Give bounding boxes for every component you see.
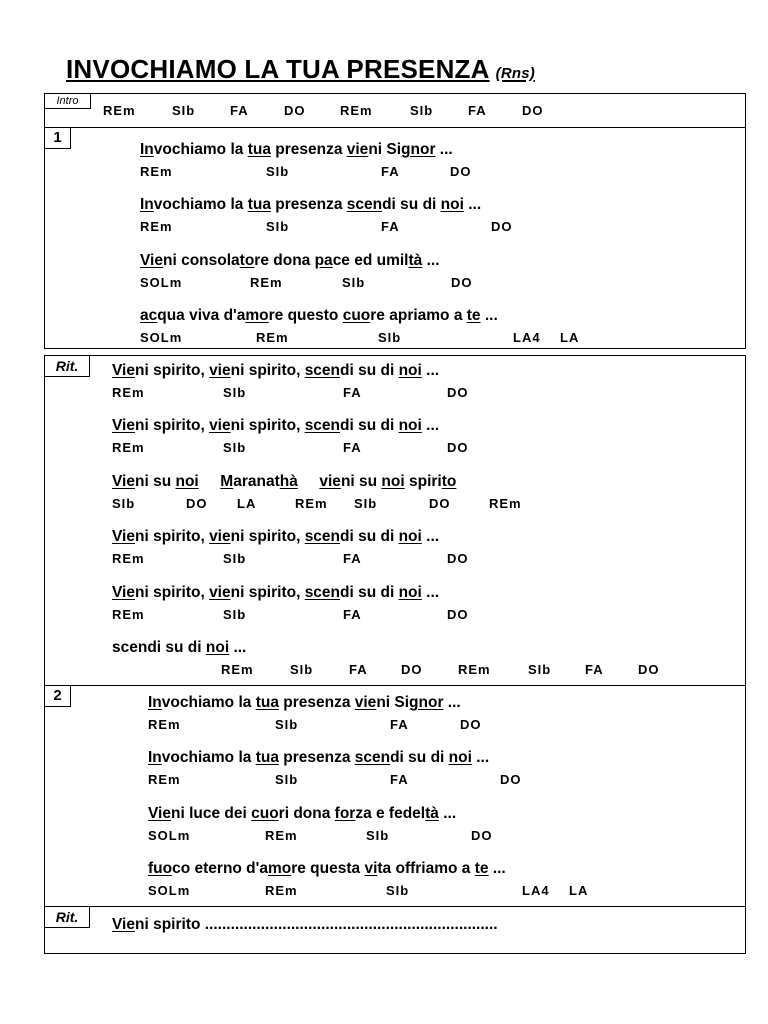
ritornello-lyric-line [112, 584, 439, 602]
ritornello-chord: REm [112, 440, 145, 455]
lyric-fragment: Vie [112, 362, 135, 379]
final-rit-lyric-line [112, 916, 498, 934]
lyric-fragment: ni spirito, [230, 362, 305, 379]
verse1-chord: REm [250, 275, 283, 290]
lyric-fragment: di su di [340, 362, 399, 379]
lyric-fragment: ... [229, 639, 247, 656]
verse1-lyric-line [140, 196, 481, 214]
lyric-fragment: vie [319, 473, 341, 490]
ritornello-chord: FA [343, 607, 362, 622]
lyric-fragment: tà [408, 252, 423, 269]
lyric-fragment: to [441, 473, 457, 490]
lyric-fragment: presenza [270, 141, 347, 158]
lyric-fragment: tua [247, 196, 271, 213]
verse2-chord: SOLm [148, 883, 191, 898]
lyric-fragment: ... [480, 307, 498, 324]
intro-chord: DO [522, 103, 544, 118]
lyric-fragment: Vie [148, 805, 171, 822]
lyric-fragment: tà [425, 805, 439, 822]
verse1-chord: LA [560, 330, 580, 345]
ritornello-chord: REm [112, 551, 145, 566]
ritornello-chord: SIb [223, 385, 247, 400]
lyric-fragment: ni su [340, 473, 382, 490]
ritornello-chord: SIb [223, 440, 247, 455]
lyric-fragment: hà [279, 473, 298, 490]
verse1-label: 1 [44, 127, 71, 149]
lyric-fragment: In [148, 694, 162, 711]
lyric-fragment: to [239, 252, 255, 269]
verse1-chord: SIb [342, 275, 366, 290]
lyric-fragment: mo [267, 860, 292, 877]
ritornello-chord: LA [237, 496, 257, 511]
lyric-fragment: ce ed umil [332, 252, 409, 269]
lyric-fragment: ... [443, 694, 461, 711]
lyric-fragment: ni spirito, [230, 417, 305, 434]
verse2-chord: SIb [275, 717, 299, 732]
lyric-fragment: ni spirito, [230, 584, 305, 601]
lyric-fragment: scen [304, 528, 341, 545]
ritornello-chord: DO [447, 551, 469, 566]
lyric-fragment: tua [247, 141, 271, 158]
lyric-fragment: vie [209, 417, 231, 434]
lyric-fragment: ni consola [163, 252, 240, 269]
lyric-fragment: te [474, 860, 489, 877]
ritornello-chord: SIb [223, 551, 247, 566]
lyric-fragment: ni Si [368, 141, 402, 158]
lyric-fragment: ... [488, 860, 506, 877]
lyric-fragment: re questa [291, 860, 365, 877]
lyric-fragment: vochiamo la [161, 694, 256, 711]
verse2-lyric-line [148, 860, 506, 878]
lyric-fragment: presenza [270, 196, 347, 213]
ritornello-lyric-line [112, 528, 439, 546]
verse1-chord: REm [256, 330, 289, 345]
lyric-fragment: vie [209, 362, 231, 379]
ritornello-chord: SIb [354, 496, 378, 511]
lyric-fragment: cuo [342, 307, 371, 324]
ritornello-chord: SIb [528, 662, 552, 677]
lyric-fragment: noi [175, 473, 199, 490]
lyric-fragment: In [140, 196, 154, 213]
ritornello-chord: FA [349, 662, 368, 677]
final-rit-label: Rit. [44, 906, 90, 928]
ritornello-lyric-line [112, 362, 439, 380]
lyric-fragment: re apriamo a [370, 307, 467, 324]
lyric-fragment: mo [245, 307, 269, 324]
lyric-fragment: noi [398, 417, 422, 434]
verse2-chord: REm [148, 772, 181, 787]
lyric-fragment: di su di [340, 528, 399, 545]
ritornello-chord: REm [112, 607, 145, 622]
lyric-fragment: In [148, 749, 162, 766]
intro-chord: FA [230, 103, 249, 118]
verse2-chord: REm [265, 883, 298, 898]
lyric-fragment: aranat [233, 473, 280, 490]
intro-chord: REm [103, 103, 136, 118]
ritornello-chord: SIb [223, 607, 247, 622]
lyric-fragment: noi [398, 362, 422, 379]
lyric-fragment: scen [346, 196, 383, 213]
lyric-fragment: tua [255, 694, 279, 711]
lyric-fragment: co eterno d'a [172, 860, 268, 877]
lyric-fragment [298, 473, 320, 490]
lyric-fragment: gnor [409, 694, 444, 711]
lyric-fragment: for [334, 805, 356, 822]
verse2-lyric-line [148, 749, 489, 767]
verse1-chord: FA [381, 219, 400, 234]
lyric-fragment: ... [435, 141, 453, 158]
lyric-fragment: noi [448, 749, 472, 766]
lyric-fragment: ... [471, 749, 490, 766]
verse1-lyric-line [140, 307, 498, 325]
lyric-fragment: ni spirito, [135, 528, 210, 545]
lyric-fragment: Vie [112, 916, 135, 933]
lyric-fragment: scendi su di [112, 639, 206, 656]
ritornello-chord: FA [343, 440, 362, 455]
ritornello-label: Rit. [44, 355, 90, 377]
lyric-fragment: ... [463, 196, 482, 213]
lyric-fragment: ta offriamo a [377, 860, 475, 877]
lyric-fragment: ... [421, 584, 440, 601]
verse2-lyric-line [148, 805, 456, 823]
ritornello-chord: DO [447, 385, 469, 400]
ritornello-chord: REm [221, 662, 254, 677]
lyric-fragment: vi [364, 860, 378, 877]
verse1-chord: DO [491, 219, 513, 234]
verse2-chord: SIb [366, 828, 390, 843]
ritornello-chord: DO [186, 496, 208, 511]
lyric-fragment: vochiamo la [153, 196, 248, 213]
lyric-fragment: re dona [254, 252, 315, 269]
lyric-fragment: di su di [382, 196, 441, 213]
lyric-fragment: ni spirito, [135, 417, 210, 434]
verse2-chord: LA4 [522, 883, 550, 898]
lyric-fragment: ni spirito, [230, 528, 305, 545]
verse2-chord: DO [500, 772, 522, 787]
lyric-fragment: ni Si [376, 694, 410, 711]
song-author: (Rns) [495, 65, 535, 82]
verse1-chord: DO [450, 164, 472, 179]
verse2-chord: DO [460, 717, 482, 732]
verse1-chord: REm [140, 164, 173, 179]
lyric-fragment: noi [205, 639, 230, 656]
lyric-fragment: scen [304, 362, 341, 379]
lyric-fragment: noi [398, 528, 422, 545]
lyric-fragment: Vie [112, 528, 135, 545]
ritornello-chord: DO [638, 662, 660, 677]
lyric-fragment: vie [209, 528, 231, 545]
verse1-chord: SIb [266, 164, 290, 179]
lyric-fragment: te [466, 307, 481, 324]
lyric-fragment: M [220, 473, 234, 490]
lyric-fragment: re questo [268, 307, 343, 324]
lyric-fragment: di su di [340, 584, 399, 601]
lyric-fragment: tua [255, 749, 279, 766]
intro-chord: FA [468, 103, 487, 118]
verse1-lyric-line [140, 141, 453, 159]
verse1-chord: FA [381, 164, 400, 179]
ritornello-lyric-line [112, 639, 246, 657]
ritornello-chord: DO [447, 607, 469, 622]
song-title: INVOCHIAMO LA TUA PRESENZA [66, 54, 490, 84]
verse2-lyric-line [148, 694, 461, 712]
lyric-fragment: cuo [251, 805, 279, 822]
verse1-chord: REm [140, 219, 173, 234]
lyric-fragment: Vie [112, 473, 135, 490]
lyric-fragment: fuo [148, 860, 173, 877]
lyric-fragment: noi [381, 473, 405, 490]
ritornello-chord: REm [458, 662, 491, 677]
verse2-chord: FA [390, 717, 409, 732]
ritornello-chord: DO [447, 440, 469, 455]
lyric-fragment [199, 473, 221, 490]
lyric-fragment: vochiamo la [161, 749, 256, 766]
ritornello-chord: REm [489, 496, 522, 511]
lyric-fragment: di su di [390, 749, 449, 766]
verse2-label: 2 [44, 685, 71, 707]
lyric-fragment: qua viva d'a [157, 307, 246, 324]
lyric-fragment: scen [304, 584, 341, 601]
lyric-fragment: scen [354, 749, 391, 766]
verse1-chord: SOLm [140, 275, 183, 290]
lyric-fragment: di su di [340, 417, 399, 434]
lyric-fragment: ... [421, 417, 440, 434]
verse2-chord: FA [390, 772, 409, 787]
verse2-chord: REm [148, 717, 181, 732]
lyric-fragment: presenza [278, 749, 355, 766]
lyric-fragment: ... [422, 252, 440, 269]
verse2-chord: LA [569, 883, 589, 898]
lyric-fragment: ni spirito, [135, 362, 210, 379]
lyric-fragment: ni spirito, [135, 584, 210, 601]
ritornello-section [44, 355, 746, 686]
ritornello-chord: REm [295, 496, 328, 511]
lyric-fragment: spiri [404, 473, 442, 490]
page-title [66, 54, 535, 85]
verse2-chord: REm [265, 828, 298, 843]
intro-label: Intro [44, 93, 91, 109]
ritornello-chord: DO [401, 662, 423, 677]
lyric-fragment: noi [398, 584, 422, 601]
lyric-fragment: gnor [401, 141, 436, 158]
verse1-chord: DO [451, 275, 473, 290]
lyric-fragment: Vie [112, 417, 135, 434]
verse1-lyric-line [140, 252, 440, 270]
intro-chord: REm [340, 103, 373, 118]
ritornello-chord: SIb [112, 496, 136, 511]
lyric-fragment: vochiamo la [153, 141, 248, 158]
verse2-chord: SOLm [148, 828, 191, 843]
verse1-chord: LA4 [513, 330, 541, 345]
verse2-chord: SIb [386, 883, 410, 898]
verse1-chord: SIb [266, 219, 290, 234]
ritornello-chord: FA [343, 385, 362, 400]
lyric-fragment: noi [440, 196, 464, 213]
intro-chord: SIb [410, 103, 434, 118]
lyric-fragment: vie [209, 584, 231, 601]
ritornello-chord: FA [343, 551, 362, 566]
ritornello-chord: DO [429, 496, 451, 511]
lyric-fragment: Vie [140, 252, 163, 269]
lyric-fragment: ac [140, 307, 158, 324]
lyric-fragment: ni spirito .................................................................... [135, 916, 498, 933]
lyric-fragment: pa [314, 252, 333, 269]
ritornello-chord: SIb [290, 662, 314, 677]
lyric-fragment: ... [421, 362, 440, 379]
lyric-fragment: presenza [278, 694, 355, 711]
verse1-chord: SIb [378, 330, 402, 345]
intro-chord: SIb [172, 103, 196, 118]
intro-chord: DO [284, 103, 306, 118]
lyric-fragment: scen [304, 417, 341, 434]
lyric-fragment: Vie [112, 584, 135, 601]
ritornello-lyric-line [112, 473, 456, 491]
lyric-fragment: ni su [135, 473, 176, 490]
verse1-chord: SOLm [140, 330, 183, 345]
lyric-fragment: ri dona [278, 805, 335, 822]
lyric-fragment: za e fedel [355, 805, 426, 822]
lyric-fragment: ni luce dei [171, 805, 252, 822]
lyric-fragment: ... [438, 805, 457, 822]
lyric-fragment: vie [346, 141, 369, 158]
ritornello-chord: REm [112, 385, 145, 400]
lyric-fragment: vie [354, 694, 377, 711]
verse2-chord: DO [471, 828, 493, 843]
lyric-fragment: ... [421, 528, 440, 545]
lyric-fragment: In [140, 141, 154, 158]
verse2-chord: SIb [275, 772, 299, 787]
ritornello-chord: FA [585, 662, 604, 677]
intro-section [44, 93, 746, 128]
ritornello-lyric-line [112, 417, 439, 435]
